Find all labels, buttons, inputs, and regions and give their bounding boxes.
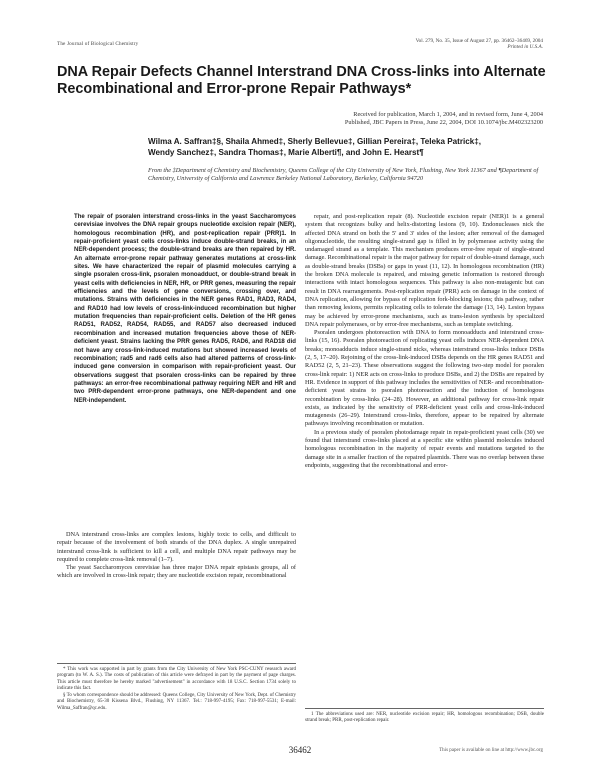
issue-info: Vol. 279, No. 35, Issue of August 27, pp. 36462–36469, 2004 xyxy=(415,38,543,44)
affiliations: From the ‡Department of Chemistry and Biochemistry, Queens College of the City University of New York, Flushing, New York 11367 and ¶Department of Chemistry, University of California and Lawrence Berkeley National Laboratory, Berkeley, California 94720 xyxy=(148,167,539,183)
body-left-column xyxy=(57,531,296,581)
printed-in: Printed in U.S.A. xyxy=(507,44,543,51)
running-header-issue xyxy=(416,38,543,51)
published-line: Published, JBC Papers in Press, June 22, 2004, DOI 10.1074/jbc.M402323200 xyxy=(344,119,543,127)
authors-line-1: Wilma A. Saffran‡§, Shaila Ahmed‡, Sherly Bellevue‡, Gillian Pereira‡, Teleka Patrick‡, xyxy=(148,137,481,146)
body-paragraph: In a previous study of psoralen photodamage repair in repair-proficient yeast cells (30) we found that interstrand cross-links placed at a specific site within plasmid molecules induced homologous recombination in the majority of repair events and mutations targeted to the damage site in a smaller fraction of the repaired plasmids. There was no overlap between these endpoints, suggesting that the recombinational and error- xyxy=(305,428,544,469)
footnote-divider xyxy=(305,708,544,709)
publication-dates xyxy=(113,111,543,127)
authors-line-2: Wendy Sanchez‡, Sandra Thomas‡, Marie Alberti¶, and John E. Hearst¶ xyxy=(148,147,424,157)
footnote-abbreviations: 1 The abbreviations used are: NER, nucleotide excision repair; HR, homologous recombination; DSB, double strand break; PRR, post-replication repair. xyxy=(305,712,544,724)
body-right-column xyxy=(305,213,544,470)
article-title: DNA Repair Defects Channel Interstrand DNA Cross-links into Alternate Recombinational and Error-prone Repair Pathways* xyxy=(57,64,546,97)
abstract: The repair of psoralen interstrand cross-links in the yeast Saccharomyces cerevisiae involves the DNA repair groups nucleotide excision repair (NER), homologous recombination (HR), and post-replication repair (PRR)1. In repair-proficient yeast cells cross-links induce double-strand breaks, in an NER-dependent process; the double-strand breaks are then repaired by HR. An alternate error-prone repair pathway generates mutations at cross-link sites. We have characterized the repair of plasmid molecules carrying a single psoralen cross-link, psoralen monoadduct, or double-strand break in yeast cells with deficiencies in NER, HR, or PRR genes, measuring the repair efficiencies and the levels of gene conversions, crossing over, and mutations. Strains with deficiencies in the NER genes RAD1, RAD3, RAD4, and RAD10 had low levels of cross-link-induced recombination but higher mutation frequencies than repair-proficient cells. Deletion of the HR genes RAD51, RAD52, RAD54, RAD55, and RAD57 also decreased induced recombination and increased mutation frequencies above those of NER-deficient yeast. Strains lacking the PRR genes RAD5, RAD6, and RAD18 did not have any cross-link-induced mutations but showed increased levels of recombination; rad5 and rad6 cells also had altered patterns of cross-link-induced gene conversion in comparison with repair-proficient yeast. Our observations suggest that psoralen cross-links can be repaired by three pathways: an error-free recombinational pathway requiring NER and HR and two PRR-dependent error-prone pathways, one NER-dependent and one NER-independent. xyxy=(74,214,296,404)
footnote-correspondence: § To whom correspondence should be addressed: Queens College, City University of New York, Dept. of Chemistry and Biochemistry, 65-30 Kissena Blvd., Flushing, NY 11367. Tel.: 718-997-4195; Fax: 718-997-5531; E-mail: Wilma_Saffran@qc.edu. xyxy=(57,693,296,711)
author-list xyxy=(148,137,538,159)
body-paragraph: Psoralen undergoes photoreaction with DNA to form monoadducts and interstrand cross-links (15, 16). Psoralen photoreaction of replicating yeast cells induces NER-dependent DNA breaks; monoadducts induce single-strand nicks, whereas interstrand cross-links induce DSBs (2, 5, 17–20). Rejoining of the cross-link-induced DSBs depends on the HR genes RAD51 and RAD52 (2, 5, 21–23). These observations suggest the following two-step model for psoralen cross-link repair: 1) NER acts on cross-links to produce DSBs, and 2) the DSBs are repaired by HR. Evidence in support of this pathway includes the sensitivities of NER- and recombination-deficient yeast strains to psoralen photoreaction and the induction of homologous recombination by cross-links (24–28). However, an additional pathway for cross-link repair exists, as indicated by the sensitivity of PRR-deficient yeast cells and cross-link-induced mutagenesis (26–29). Interstrand cross-links, therefore, appear to be repaired by alternate pathways involving recombination or mutation. xyxy=(305,329,544,428)
body-paragraph: The yeast Saccharomyces cerevisiae has three major DNA repair epistasis groups, all of which are involved in cross-link repair; they are nucleotide excision repair, recombinational xyxy=(57,564,296,580)
received-line: Received for publication, March 1, 2004, and in revised form, June 4, 2004 xyxy=(353,111,543,118)
footnotes-left xyxy=(57,667,296,713)
footnote-funding: * This work was supported in part by grants from the City University of New York PSC-CUNY research award program (to W. A. S.). The costs of publication of this article were defrayed in part by the payment of page charges. This article must therefore be hereby marked "advertisement" in accordance with 18 U.S.C. Section 1734 solely to indicate this fact. xyxy=(57,667,296,691)
footnotes-right xyxy=(305,712,544,725)
footnote-divider xyxy=(57,663,296,664)
page-number: 36462 xyxy=(288,745,312,755)
running-header-journal: The Journal of Biological Chemistry xyxy=(57,41,139,47)
footer-availability: This paper is available on line at http://www.jbc.org xyxy=(439,748,543,753)
body-paragraph: DNA interstrand cross-links are complex lesions, highly toxic to cells, and difficult to repair because of the involvement of both strands of the DNA duplex. A single unrepaired interstrand cross-link is sufficient to kill a cell, and multiple DNA repair pathways may be required to complete cross-link removal (1–7). xyxy=(57,531,296,563)
body-paragraph: repair, and post-replication repair (8). Nucleotide excision repair (NER)1 is a general system that recognizes bulky and helix-distorting lesions (9, 10). Endonucleases nick the affected DNA strand on both the 5′ and 3′ sides of the lesion; after removal of the damaged oligonucleotide, the resulting single-strand gap is filled in by polymerase activity using the undamaged strand as a template. This mechanism produces error-free repair of single-strand damage. Recombinational repair is the major pathway for repair of double-strand damage, such as double-strand breaks (DSBs) or gaps in yeast (11, 12). In homologous recombination (HR) the broken DNA molecule is repaired, and missing genetic information is restored through interactions with intact homologous sequences. This pathway is also non-mutagenic but can result in DNA rearrangements. Post-replication repair (PRR) acts on damage in the context of DNA replication, allowing for bypass of replication fork-blocking lesions; this pathway, rather than removing lesions, permits replicating cells to tolerate the damage (13, 14). Lesion bypass may be achieved by error-prone mechanisms, such as trans-lesion synthesis by specialized DNA repair polymerases, or by error-free mechanisms, such as template switching. xyxy=(305,213,544,328)
